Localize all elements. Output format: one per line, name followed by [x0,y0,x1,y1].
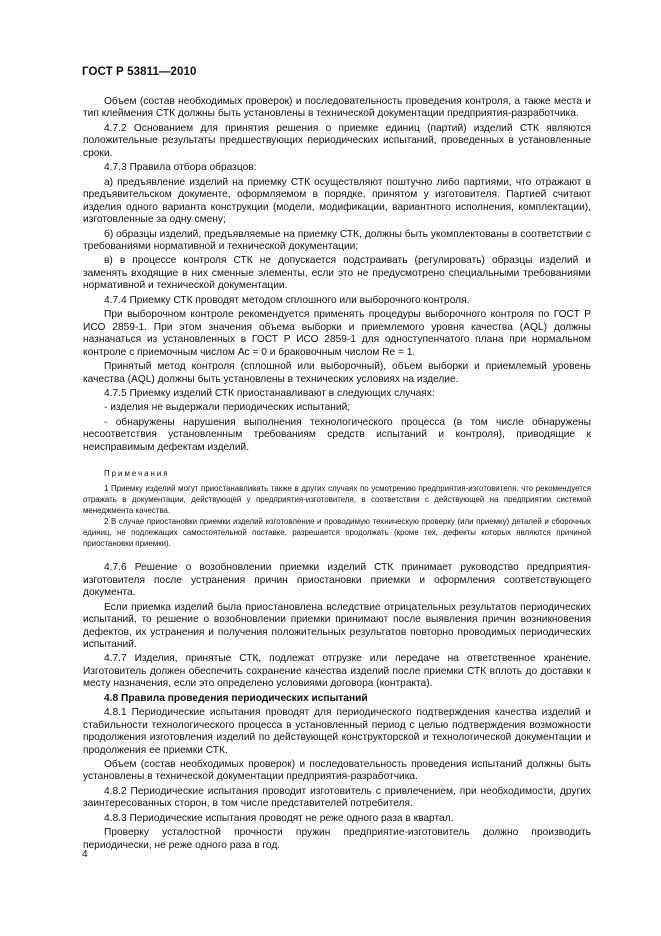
paragraph: Если приемка изделий была приостановлена вследствие отрицательных результатов периодических испытаний, то решение о возобновлении приемки принимают после выявления причин возникновения дефектов, их устранения и получения положительных результатов повторно проводимых периодических испытаний. [83,601,591,650]
list-item: а) предъявление изделий на приемку СТК осуществляют поштучно либо партиями, что отражают в предъявительском документе, оформляемом в порядке, принятом у изготовителя. Партией считают изделия одного варианта конструкции (модели, модификации, вариантного исполнения, комплектации), изготовленные за одну смену; [83,176,591,226]
page-number: 4 [82,849,88,860]
list-item: - изделия не выдержали периодических испытаний; [104,402,351,414]
paragraph: 4.7.5 Приемку изделий СТК приостанавливают в следующих случаях: [104,387,435,399]
paragraph: 4.8.3 Периодические испытания проводят не реже одного раза в квартал. [104,812,454,824]
paragraph: Проверку усталостной прочности пружин предприятие-изготовитель должно производить периодически, не реже одного раза в год. [83,827,591,851]
note-item: 2 В случае приостановки приемки изделий изготовление и проводимую техническую проверку (или приемку) деталей и сборочных единиц, не подлежащих самостоятельной поставке, разрешается продолжать (кроме тех, дефекты которых являются причиной приостановки приемки). [83,517,591,549]
notes-block [83,468,591,549]
paragraph: 4.8.2 Периодические испытания проводит изготовитель с привлечением, при необходимости, других заинтересованных сторон, в том числе представителей потребителя. [83,785,591,810]
list-item: в) в процессе контроля СТК не допускается подстраивать (регулировать) образцы изделий и заменять входящие в них сменные элементы, если это не предусмотрено специальными требованиями нормативной и технической документации. [83,255,591,292]
list-item: б) образцы изделий, предъявляемые на приемку СТК, должны быть укомплектованы в соответствии с требованиями нормативной и технической документации; [83,228,591,252]
section-heading: 4.8 Правила проведения периодических испытаний [104,692,368,704]
notes-title: Примечания [104,469,170,479]
document-header: ГОСТ Р 53811—2010 [82,66,197,78]
document-body [83,96,591,852]
paragraph: 4.7.4 Приемку СТК проводят методом сплошного или выборочного контроля. [104,294,470,306]
list-item: - обнаружены нарушения выполнения технологического процесса (в том числе обнаружены несоответствия установленным требованиям средств испытаний и контроля), приводящие к неисправимым дефектам изделий. [83,416,591,453]
paragraph: 4.7.7 Изделия, принятые СТК, подлежат отгрузке или передаче на ответственное хранение. Изготовитель должен обеспечить сохранение качества изделий после приемки СТК вплоть до доставки к месту назначения, если это определено условиями договора (контракта). [83,653,591,690]
note-item: 1 Приемку изделий могут приостанавливать также в других случаях по усмотрению предприятия-изготовителя, что рекомендуется отражать в документации, действующей у предприятия-изготовителя, в соответствии с действующей на предприятии системой менеджмента качества. [83,484,591,516]
paragraph: 4.7.2 Основанием для принятия решения о приемке единиц (партий) изделий СТК являются положительные результаты предшествующих периодических испытаний, проведенных в установленные сроки. [83,122,591,159]
paragraph: 4.7.6 Решение о возобновлении приемки изделий СТК принимает руководство предприятия-изготовителя после устранения причин приостановки приемки и оформления соответствующего документа. [83,562,591,599]
paragraph: 4.7.3 Правила отбора образцов: [104,162,257,174]
paragraph: 4.8.1 Периодические испытания проводят для периодического подтверждения качества изделий и стабильности технологического процесса в установленный период с целью подтверждения возможности продолжения изготовления изделий по действующей конструкторской и технологической документации и продолжения ее приемки СТК. [83,707,591,756]
paragraph: Объем (состав необходимых проверок) и последовательность проведения контроля, а также места и тип клеймения СТК должны быть установлены в технической документации предприятия-разработчика. [83,96,591,120]
paragraph: Объем (состав необходимых проверок) и последовательность проведения испытаний должны быть установлены в технической документации предприятия-разработчика. [83,759,591,783]
paragraph: Принятый метод контроля (сплошной или выборочный), объем выборки и приемлемый уровень качества (AQL) должны быть установлены в технических условиях на изделие. [83,361,591,385]
paragraph: При выборочном контроле рекомендуется применять процедуры выборочного контроля по ГОСТ Р ИСО 2859-1. При этом значения объема выборки и приемлемого уровня качества (AQL) должны назначаться из установленных в ГОСТ Р ИСО 2859-1 для одноступенчатого плана при нормальном контроле с приемочным числом Ac = 0 и браковочным числом Re = 1. [83,309,591,358]
